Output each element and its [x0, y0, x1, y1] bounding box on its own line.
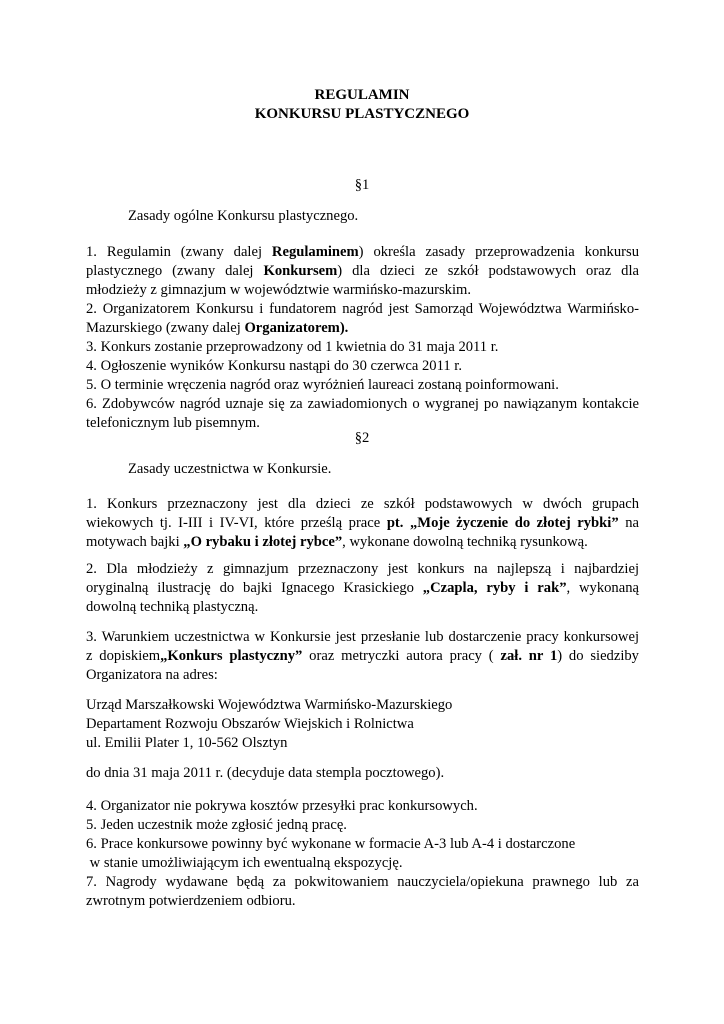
s2-p6-line-1: 6. Prace konkursowe powinny być wykonane w formacie A-3 lub A-4 i dostarczone [86, 836, 576, 852]
s1-p6-line-2: telefonicznym lub pisemnym. [86, 415, 260, 431]
address-line-3: ul. Emilii Plater 1, 10-562 Olsztyn [86, 735, 288, 751]
s2-p2-line-2: oryginalną ilustrację do bajki Ignacego Krasickiego „Czapla, ryby i rak”, wykonaną [86, 580, 639, 596]
s1-p1-line-2: plastycznego (zwany dalej Konkursem) dla dzieci ze szkół podstawowych oraz dla [86, 263, 639, 279]
s2-p7-line-1: 7. Nagrody wydawane będą za pokwitowaniem nauczyciela/opiekuna prawnego lub za [86, 874, 639, 890]
s1-p5: 5. O terminie wręczenia nagród oraz wyróżnień laureaci zostaną poinformowani. [86, 377, 559, 393]
s2-p2-line-3: dowolną techniką plastyczną. [86, 599, 259, 615]
address-line-1: Urząd Marszałkowski Województwa Warmińsko-Mazurskiego [86, 697, 453, 713]
s2-p1-line-3: motywach bajki „O rybaku i złotej rybce”, wykonane dowolną techniką rysunkową. [86, 534, 588, 550]
address-line-2: Departament Rozwoju Obszarów Wiejskich i Rolnictwa [86, 716, 414, 732]
s2-p3-line-1: 3. Warunkiem uczestnictwa w Konkursie jest przesłanie lub dostarczenie pracy konkursowej [86, 629, 639, 645]
document-title-line-1: REGULAMIN [314, 87, 410, 103]
s2-p5: 5. Jeden uczestnik może zgłosić jedną pracę. [86, 817, 347, 833]
s2-p7-line-2: zwrotnym potwierdzeniem odbioru. [86, 893, 296, 909]
section-2-number: §2 [354, 430, 370, 446]
section-1-number: §1 [354, 177, 370, 193]
document-title-line-2: KONKURSU PLASTYCZNEGO [254, 106, 470, 122]
s1-p1-line-1: 1. Regulamin (zwany dalej Regulaminem) określa zasady przeprowadzenia konkursu [86, 244, 639, 260]
s1-p6-line-1: 6. Zdobywców nagród uznaje się za zawiadomionych o wygranej po nawiązanym kontakcie [86, 396, 639, 412]
s1-p2-line-2: Mazurskiego (zwany dalej Organizatorem). [86, 320, 349, 336]
s2-p4: 4. Organizator nie pokrywa kosztów przesyłki prac konkursowych. [86, 798, 478, 814]
s2-p1-line-2: wiekowych tj. I-III i IV-VI, które prześlą prace pt. „Moje życzenie do złotej rybki” na [86, 515, 639, 531]
s2-p2-line-1: 2. Dla młodzieży z gimnazjum przeznaczony jest konkurs na najlepszą i najbardziej [86, 561, 639, 577]
s2-p3-line-2: z dopiskiem„Konkurs plastyczny” oraz metryczki autora pracy ( zał. nr 1) do siedziby [86, 648, 639, 664]
s1-p4: 4. Ogłoszenie wyników Konkursu nastąpi do 30 czerwca 2011 r. [86, 358, 462, 374]
section-1-heading: Zasady ogólne Konkursu plastycznego. [128, 208, 359, 224]
s2-p3-line-3: Organizatora na adres: [86, 667, 218, 683]
s2-p6-line-2: w stanie umożliwiającym ich ewentualną ekspozycję. [86, 855, 403, 871]
s1-p2-line-1: 2. Organizatorem Konkursu i fundatorem nagród jest Samorząd Województwa Warmińsko- [86, 301, 639, 317]
s1-p1-line-3: młodzieży z gimnazjum w województwie warmińsko-mazurskim. [86, 282, 472, 298]
s2-p1-line-1: 1. Konkurs przeznaczony jest dla dzieci ze szkół podstawowych w dwóch grupach [86, 496, 639, 512]
s1-p3: 3. Konkurs zostanie przeprowadzony od 1 kwietnia do 31 maja 2011 r. [86, 339, 499, 355]
section-2-heading: Zasady uczestnictwa w Konkursie. [128, 461, 332, 477]
submission-deadline: do dnia 31 maja 2011 r. (decyduje data stempla pocztowego). [86, 765, 445, 781]
